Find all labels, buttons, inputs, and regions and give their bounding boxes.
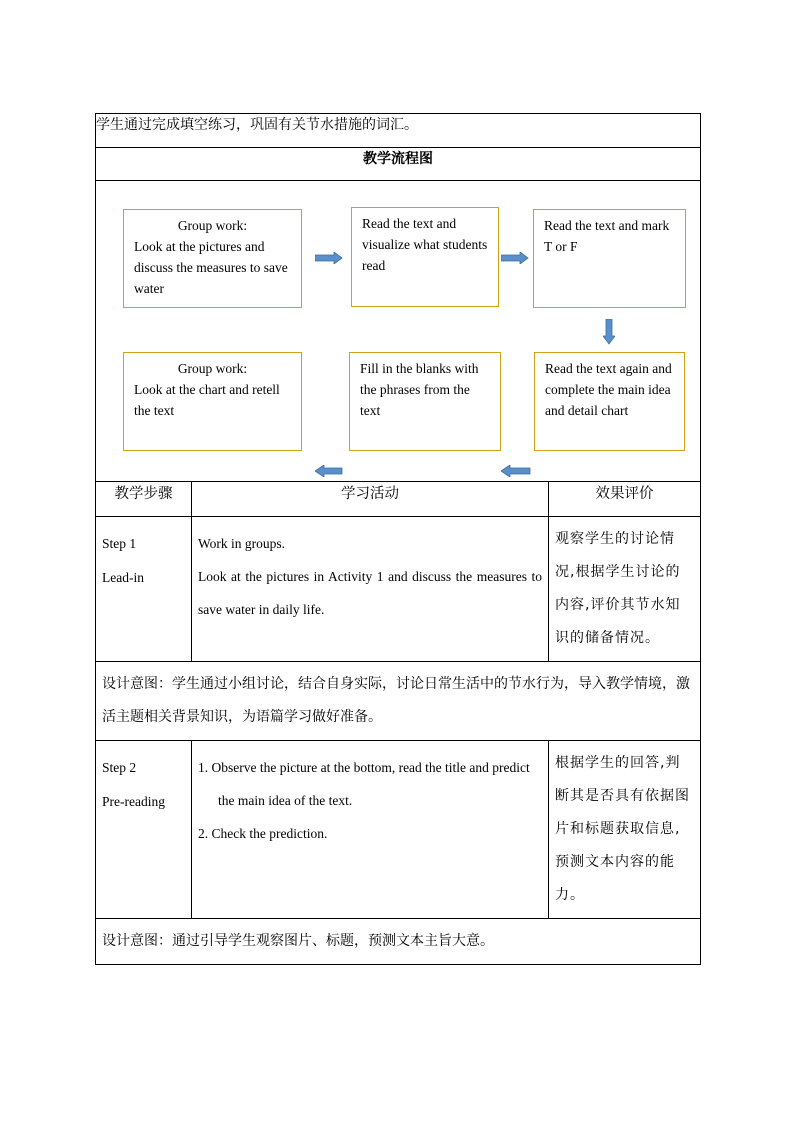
arrow-down-icon [603,319,615,345]
arrow-right-icon [501,252,529,264]
step-1-label: Step 1 [102,536,137,551]
flow-box-6 [123,352,302,451]
step-1-activities [192,517,549,662]
arrow-right-icon [315,252,343,264]
step-2-activities [192,741,549,919]
step-2-label: Step 2 [102,760,137,775]
flow-box-2 [351,207,499,307]
flow-box-5-text: Fill in the blanks with the phrases from the text [360,361,479,418]
flow-box-6-text: Look at the chart and retell the text [134,382,280,418]
step-2-design-intent: 设计意图：通过引导学生观察图片、标题，预测文本主旨大意。 [96,919,701,965]
step-2-evaluation: 根据学生的回答,判断其是否具有依据图片和标题获取信息,预测文本内容的能力。 [549,741,701,919]
objective-line: 学生通过完成填空练习，巩固有关节水措施的词汇。 [96,114,701,148]
flow-box-1 [123,209,302,308]
flow-box-3 [533,209,686,308]
flow-box-4-text: Read the text again and complete the main idea and detail chart [545,361,672,418]
arrow-left-icon [501,465,531,477]
step-1-activity-2: Look at the pictures in Activity 1 and discuss the measures to save water in daily life. [198,569,542,617]
flow-box-6-title: Group work: [177,361,248,376]
flow-box-5 [349,352,501,451]
step-1-name: Lead-in [102,570,144,585]
flow-box-4 [534,352,685,451]
step-2-activity-1: 1. Observe the picture at the bottom, read the title and predict the main idea of the text. [198,760,530,808]
step-2-cell [96,741,192,919]
lesson-plan-page [95,113,700,965]
arrow-left-icon [315,465,343,477]
header-step: 教学步骤 [96,482,192,517]
flow-chart-title: 教学流程图 [96,148,701,181]
step-1-design-intent: 设计意图：学生通过小组讨论，结合自身实际，讨论日常生活中的节水行为，导入教学情境，激活主题相关背景知识，为语篇学习做好准备。 [96,662,701,741]
step-2-activity-2: 2. Check the prediction. [198,826,328,841]
flow-box-1-title: Group work: [177,218,248,233]
header-evaluation: 效果评价 [549,482,701,517]
flow-box-1-text: Look at the pictures and discuss the measures to save water [134,239,288,296]
flow-box-3-text: Read the text and mark T or F [544,218,670,254]
header-activity: 学习活动 [192,482,549,517]
step-1-cell [96,517,192,662]
step-2-name: Pre-reading [102,794,165,809]
step-1-activity-1: Work in groups. [198,536,286,551]
lesson-plan-table [95,113,701,965]
flow-chart [96,181,701,482]
step-1-evaluation: 观察学生的讨论情况,根据学生讨论的内容,评价其节水知识的储备情况。 [549,517,701,662]
flow-box-2-text: Read the text and visualize what students read [362,216,488,273]
